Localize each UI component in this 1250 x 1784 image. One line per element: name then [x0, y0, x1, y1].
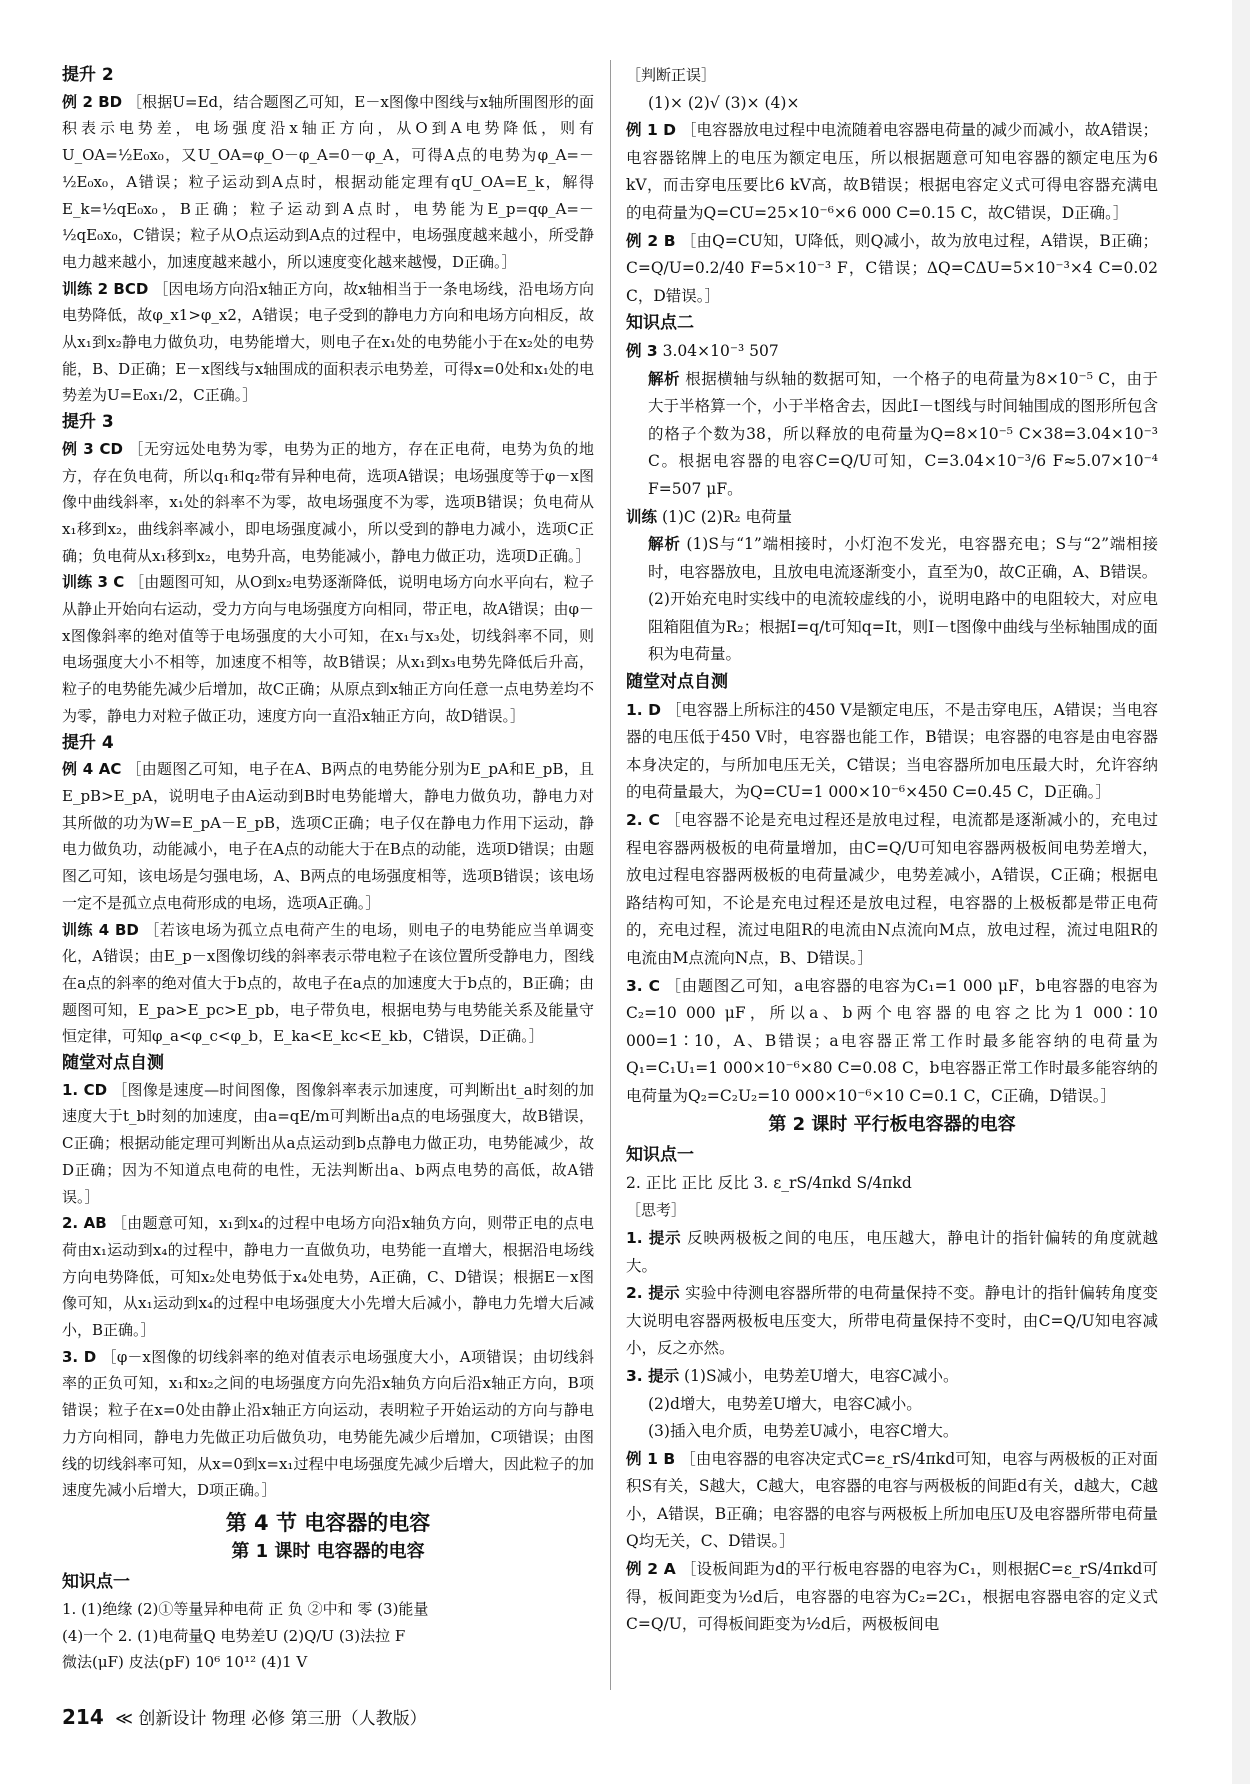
answer-r-sd1: 1. D ［电容器上所标注的450 V是额定电压，不是击穿电压，A错误；当电容器的电压低于450 V时，电容器也能工作，B错误；电容器的电容是由电容器本身决定的，与所加电压无关，C错误；当电容器所加电压最大时，允许容纳的电荷量最大，为Q=CU=1 000×10⁻⁶×450 C=0.45 C，D正确。］ — [626, 700, 1158, 802]
answer-tr2: 训练 2 BCD ［因电场方向沿x轴正方向，故x轴相当于一条电场线，沿电场方向电势降低，故φ_x1>φ_x2，A错误；电子受到的静电力方向和电场方向相反，故从x₁到x₂静电力做负功，电势能增大，则电子在x₁处的电势能小于在x₂处的电势能，B、D正确；E－x图线与x轴围成的面积表示电势差，可得x=0处和x₁处的电势差为U=E₀x₁/2，C正确。］ — [62, 279, 594, 405]
heading-knowledge-2: 知识点二 — [626, 313, 694, 334]
answer-r-sd2: 2. C ［电容器不论是充电过程还是放电过程，电流都是逐渐减小的，充电过程电容器两极板的电荷量增加，由C=Q/U可知电容器两极板间电势差增大，放电过程电容器两极板的电荷量减少，电势差减小，A错误，C正确；根据电路结构可知，不论是充电过程还是放电过程，电容器的上极板都是带正电荷的，充电过程，流过电阻R的电流由N点流向M点，放电过程，流过电阻R的电流由M点流向N点，B、D错误。］ — [626, 811, 1158, 967]
page-edge-shadow — [1232, 0, 1250, 1784]
footer-text: 创新设计 物理 必修 第三册（人教版） — [138, 1709, 427, 1729]
section-title: 第 4 节 电容器的电容 — [225, 1510, 431, 1535]
answer-f1: 例 1 B ［由电容器的电容决定式C=ε_rS/4πkd可知，电容与两极板的正对面积S有关，S越大，C越大，电容器的电容与两极板的间距d有关，d越大，C越小，A错误，B正确；电容器的电容与两极板上所加电压U及电容器所带电荷量Q均无关，C、D错误。］ — [626, 1449, 1158, 1551]
column-divider — [610, 60, 611, 1690]
page-footer — [62, 1704, 427, 1729]
analysis-2: 解析 (1)S与“1”端相接时，小灯泡不发光，电容器充电；S与“2”端相接时，电容器放电，且放电电流逐渐变小，直至为0，故C正确，A、B错误。 — [648, 535, 1158, 581]
answer-r-ex3: 例 3 3.04×10⁻³ 507 — [626, 341, 779, 360]
hint-1: 1. 提示 反映两极板之间的电压，电压越大，静电计的指针偏转的角度就越大。 — [626, 1228, 1158, 1275]
hint-3c: (3)插入电介质，电势差U减小，电容C增大。 — [648, 1422, 959, 1441]
analysis-3: (2)开始充电时实线中的电流较虚线的小，说明电路中的电阻较大，对应电阻箱阻值为R₂；根据I=q/t可知q=It，则I－t图像中曲线与坐标轴围成的面积为电荷量。 — [648, 590, 1158, 664]
hint-3: 3. 提示 (1)S减小，电势差U增大，电容C减小。 — [626, 1366, 959, 1385]
answer-tr4: 训练 4 BD ［若该电场为孤立点电荷产生的电场，则电子的电势能应当单调变化，A错误；由E_p－x图像切线的斜率表示带电粒子在该位置所受静电力，图线在a点的斜率的绝对值大于b点的，故电子在a点的加速度大于b点的，B正确；由题图可知，E_pa>E_pc>E_pb，电子带负电，根据电势与电势能关系及能量守恒定律，可知φ_a<φ_c<φ_b，E_ka<E_kc<E_kb，C错误，D正确。］ — [62, 920, 594, 1046]
heading-judge: ［判断正误］ — [626, 66, 717, 84]
footer-arrows: ≪ — [115, 1709, 133, 1729]
heading-suitang-right: 随堂对点自测 — [626, 672, 728, 693]
page-number: 214 — [62, 1705, 104, 1729]
answer-ex3: 例 3 CD ［无穷远处电势为零，电势为正的地方，存在正电荷，电势为负的地方，存在负电荷，所以q₁和q₂带有异种电荷，选项A错误；电场强度等于φ－x图像中曲线斜率，x₁处的斜率不为零，故电场强度不为零，选项B错误；负电荷从x₁移到x₂，曲线斜率减小，即电场强度减小，所以受到的静电力减小，选项C正确；负电荷从x₁移到x₂，电势升高，电势能减小，静电力做正功，选项D正确。］ — [62, 439, 594, 565]
heading-knowledge-1: 知识点一 — [62, 1572, 130, 1593]
answer-tr3: 训练 3 C ［由题图可知，从O到x₂电势逐渐降低，说明电场方向水平向右，粒子从静止开始向右运动，受力方向与电场强度方向相同，带正电，故A错误；由φ－x图像斜率的绝对值等于电场强度的大小可知，在x₁与x₃处，切线斜率不同，则电场强度大小不相等，加速度不相等，故B错误；从x₁到x₃电势先降低后升高，粒子的电势能先减少后增加，故C正确；从原点到x轴正方向任意一点电势差均不为零，静电力对粒子做正功，速度方向一直沿x轴正方向，故D错误。］ — [62, 573, 594, 725]
heading-tisheng-2: 提升 2 — [62, 65, 114, 85]
answer-r-ex1: 例 1 D ［电容器放电过程中电流随着电容器电荷量的减少而减小，故A错误；电容器铭牌上的电压为额定电压，所以根据题意可知电容器的额定电压为6 kV，而击穿电压要比6 kV高，故B错误；根据电容定义式可得电容器充满电的电荷量为Q=CU=25×10⁻⁶×6 000 C=0.15 C，故C错误，D正确。］ — [626, 121, 1158, 222]
lesson-title: 第 1 课时 电容器的电容 — [231, 1540, 425, 1562]
judge-answers: (1)× (2)√ (3)× (4)× — [648, 93, 800, 112]
answer-r-sd3: 3. C ［由题图乙可知，a电容器的电容为C₁=1 000 μF，b电容器的电容为C₂=10 000 μF，所以a、b两个电容器的电容之比为1 000∶10 000=1∶10，A、B错误；a电容器正常工作时最多能容纳的电荷量为Q₁=C₁U₁=1 000×10⁻⁶×80 C=0.08 C，b电容器正常工作时最多能容纳的电荷量为Q₂=C₂U₂=10 000×10⁻⁶×10 C=0.1 C，C正确，D错误。］ — [626, 976, 1158, 1105]
answer-ex2: 例 2 BD ［根据U=Ed，结合题图乙可知，E－x图像中图线与x轴所围图形的面积表示电势差，电场强度沿x轴正方向，从O到A电势降低，则有U_OA=½E₀x₀，又U_OA=φ_O－φ_A=0－φ_A，可得A点的电势为φ_A=－½E₀x₀，A错误；粒子运动到A点时，根据动能定理有qU_OA=E_k，解得E_k=½qE₀x₀，B正确；粒子运动到A点时，电势能为E_p=qφ_A=－½qE₀x₀，C错误；粒子从O点运动到A点的过程中，电场强度越来越小，所受静电力越来越小，加速度越来越小，所以速度变化越来越慢，D正确。］ — [62, 92, 594, 271]
left-column — [62, 62, 594, 1676]
answer-sd1: 1. CD ［图像是速度—时间图像，图像斜率表示加速度，可判断出t_a时刻的加速度大于t_b时刻的加速度，由a=qE/m可判断出a点的电场强度大，故B错误，C正确；根据动能定理可判断出从a点运动到b点静电力做正功，电势能减少，故D正确；因为不知道点电荷的电性，无法判断出a、b两点电势的高低，故A错误。］ — [62, 1080, 594, 1206]
hint-2: 2. 提示 实验中待测电容器所带的电荷量保持不变。静电计的指针偏转角度变大说明电容器两极板电压变大，所带电荷量保持不变时，由C=Q/U知电容减小，反之亦然。 — [626, 1284, 1158, 1358]
answer-sd3: 3. D ［φ－x图像的切线斜率的绝对值表示电场强度大小，A项错误；由切线斜率的正负可知，x₁和x₂之间的电场强度方向先沿x轴负方向后沿x轴正方向，B项错误；粒子在x=0处由静止沿x轴正方向运动，表明粒子开始运动的方向与静电力方向相同，静电力先做正功后做负功，电势能先减少后增加，C项错误；由图线的切线斜率可知，从x=0到x=x₁过程中电场强度先减少后增大，因此粒子的加速度先减小后增大，D项正确。］ — [62, 1347, 594, 1500]
heading-tisheng-4: 提升 4 — [62, 732, 114, 753]
heading-think: ［思考］ — [626, 1201, 687, 1220]
analysis-1: 解析 根据横轴与纵轴的数据可知，一个格子的电荷量为8×10⁻⁵ C，由于大于半格算一个，小于半格舍去，因此I－t图线与时间轴围成的图形所包含的格子个数为38，所以释放的电荷量为Q=8×10⁻⁵ C×38=3.04×10⁻³ C。根据电容器的电容C=Q/U可知，C=3.04×10⁻³/6 F≈5.07×10⁻⁴ F=507 μF。 — [648, 369, 1158, 498]
answer-ex4: 例 4 AC ［由题图乙可知，电子在A、B两点的电势能分别为E_pA和E_pB，且E_pB>E_pA，说明电子由A运动到B时电势能增大，静电力做负功，静电力对其所做的功为W=E_pA－E_pB，选项C正确；电子仅在静电力作用下运动，静电力做负功，动能减小，电子在A点的动能大于在B点的动能，选项D错误；由题图乙可知，该电场是匀强电场，A、B两点的电场强度相等，选项B错误；该电场一定不是孤立点电荷形成的电场，选项A正确。］ — [62, 760, 594, 912]
hint-3b: (2)d增大，电势差U增大，电容C减小。 — [648, 1394, 922, 1413]
heading-tisheng-3: 提升 3 — [62, 412, 114, 433]
heading-knowledge-1b: 知识点一 — [626, 1145, 694, 1166]
knowledge-line-1: 1. (1)绝缘 (2)①等量异种电荷 正 负 ②中和 零 (3)能量 — [62, 1600, 429, 1619]
answer-f2: 例 2 A ［设板间距为d的平行板电容器的电容为C₁，则根据C=ε_rS/4πkd可得，板间距变为½d后，电容器的电容为C₂=2C₁，根据电容器电容的定义式C=Q/U，可得板间距变为½d后，两极板间电 — [626, 1560, 1158, 1634]
answer-training: 训练 (1)C (2)R₂ 电荷量 — [626, 507, 792, 526]
right-column — [626, 62, 1158, 1639]
heading-suitang: 随堂对点自测 — [62, 1053, 164, 1074]
lesson-2-title: 第 2 课时 平行板电容器的电容 — [768, 1113, 1016, 1135]
knowledge-1b-line: 2. 正比 正比 反比 3. ε_rS/4πkd S/4πkd — [626, 1173, 912, 1192]
answer-sd2: 2. AB ［由题意可知，x₁到x₄的过程中电场方向沿x轴负方向，则带正电的点电荷由x₁运动到x₄的过程中，静电力一直做负功，电势能一直增大，根据沿电场线方向电势降低，可知x₂处电势低于x₄处电势，A正确，C、D错误；根据E－x图像可知，从x₁运动到x₄的过程中电场强度大小先增大后减小，静电力先增大后减小，B正确。］ — [62, 1214, 594, 1340]
knowledge-line-3: 微法(μF) 皮法(pF) 10⁶ 10¹² (4)1 V — [62, 1653, 308, 1672]
knowledge-line-2: (4)一个 2. (1)电荷量Q 电势差U (2)Q/U (3)法拉 F — [62, 1626, 406, 1645]
answer-r-ex2: 例 2 B ［由Q=CU知，U降低，则Q减小，故为放电过程，A错误，B正确；C=Q/U=0.2/40 F=5×10⁻³ F，C错误；ΔQ=CΔU=5×10⁻³×4 C=0.02 C，D错误。］ — [626, 231, 1158, 305]
